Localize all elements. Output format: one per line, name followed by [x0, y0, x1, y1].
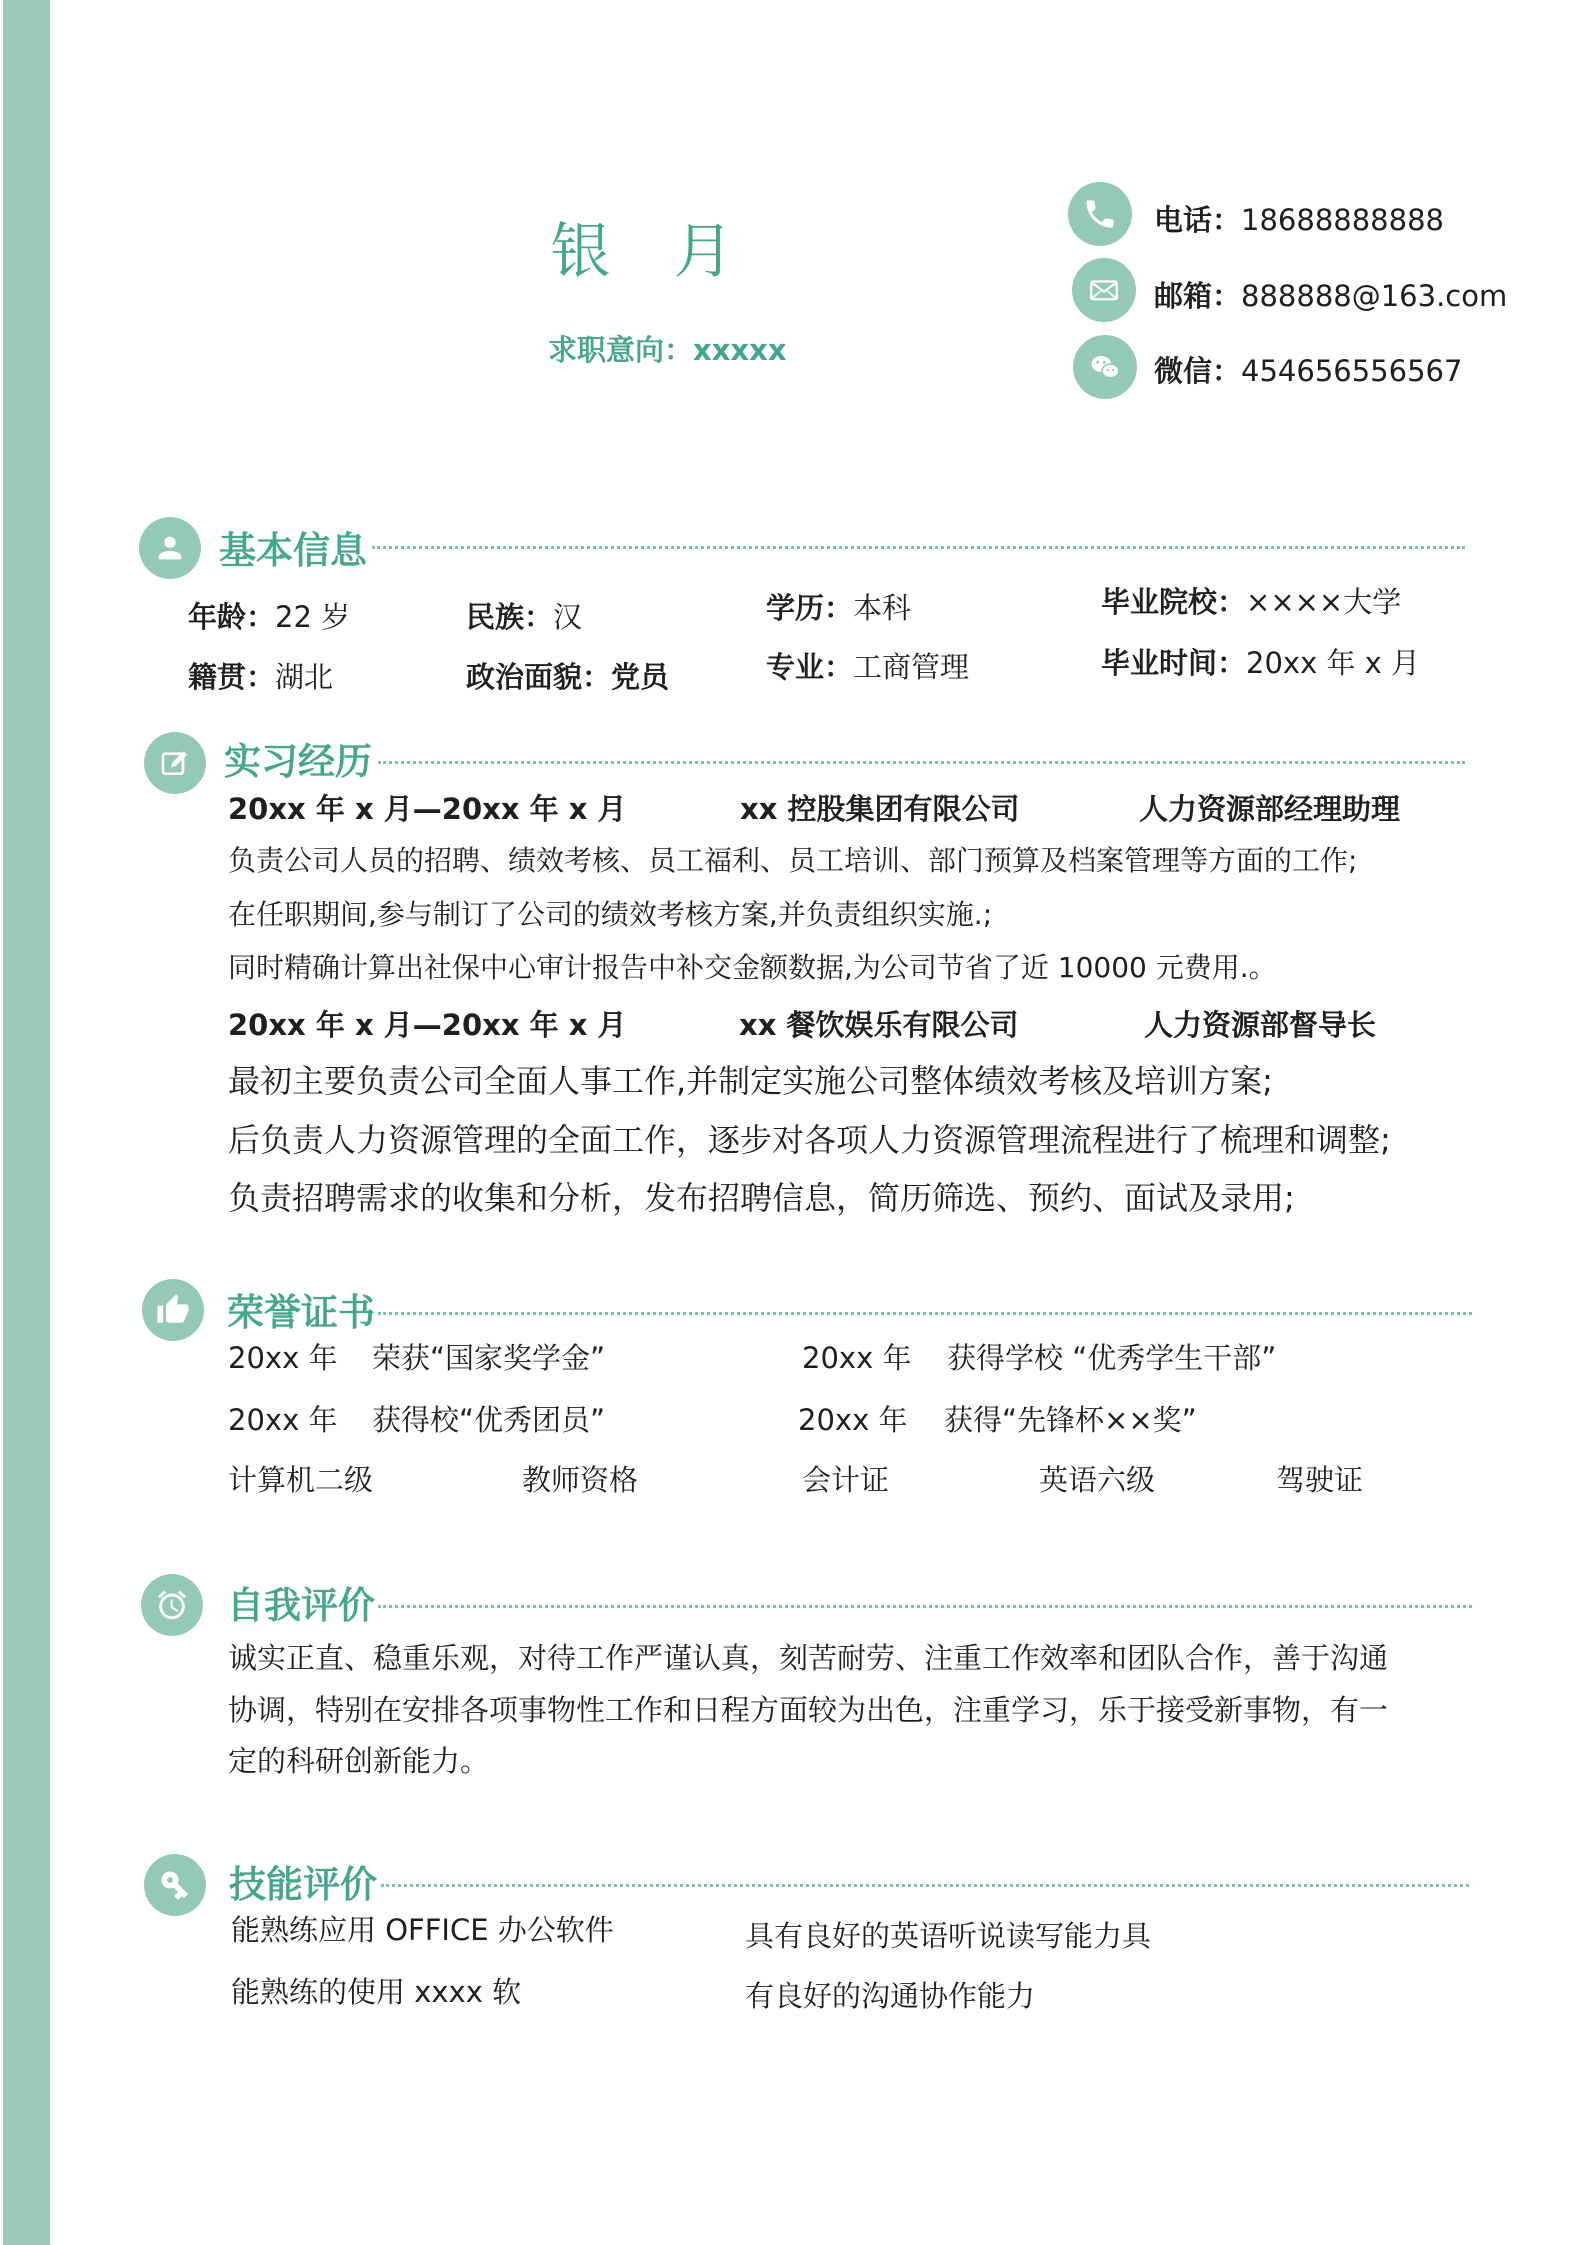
mail-icon: [1087, 273, 1121, 307]
left-accent-bar: [3, 0, 50, 2245]
job-period: 20xx 年 x 月—20xx 年 x 月: [228, 792, 627, 826]
certificate: 驾驶证: [1276, 1463, 1364, 1497]
edit-icon: [159, 747, 191, 779]
field-value: ××××大学: [1246, 585, 1402, 619]
honors-title: 荣誉证书: [227, 1291, 375, 1334]
field-political-status: [466, 660, 670, 694]
field-value: 工商管理: [853, 650, 970, 684]
certificate: 会计证: [802, 1463, 890, 1497]
job-intention: 求职意向：xxxxx: [548, 333, 787, 367]
job-duty-line: 后负责人力资源管理的全面工作，逐步对各项人力资源管理流程进行了梳理和调整;: [228, 1121, 1391, 1159]
award-year: 20xx 年: [228, 1341, 338, 1375]
honors-divider: [378, 1312, 1472, 1315]
skills-badge: [144, 1854, 206, 1916]
job-duty-line: 负责招聘需求的收集和分析，发布招聘信息，简历筛选、预约、面试及录用;: [228, 1179, 1295, 1217]
field-value: 湖北: [275, 660, 334, 694]
award-year: 20xx 年: [802, 1341, 912, 1375]
skills-divider: [381, 1884, 1469, 1887]
basic-info-badge: [139, 517, 201, 579]
field-label: 学历：: [766, 591, 854, 625]
job-duty-line: 负责公司人员的招聘、绩效考核、员工福利、员工培训、部门预算及档案管理等方面的工作;: [228, 844, 1358, 877]
mail-badge: [1072, 258, 1136, 322]
job-company: xx 控股集团有限公司: [740, 792, 1020, 826]
basic-info-title: 基本信息: [219, 529, 367, 572]
experience-divider: [378, 761, 1465, 764]
experience-badge: [144, 732, 206, 794]
field-label: 专业：: [766, 650, 854, 684]
job-period: 20xx 年 x 月—20xx 年 x 月: [228, 1008, 627, 1042]
field-education: [766, 591, 912, 625]
experience-title: 实习经历: [224, 740, 372, 783]
phone-label: 电话：: [1154, 203, 1242, 237]
contact-phone: [1154, 203, 1444, 237]
award-text: 获得“先锋杯××奖”: [944, 1403, 1197, 1437]
wechat-label: 微信：: [1154, 354, 1242, 388]
honors-badge: [142, 1279, 204, 1341]
field-ethnicity: [466, 600, 583, 634]
job-duty-line: 在任职期间,参与制订了公司的绩效考核方案,并负责组织实施.;: [228, 898, 993, 931]
field-hometown: [188, 660, 334, 694]
field-value: 20xx 年 x 月: [1246, 646, 1421, 680]
basic-info-divider: [372, 546, 1465, 549]
field-value: 本科: [853, 591, 912, 625]
award-text: 获得学校 “优秀学生干部”: [947, 1341, 1277, 1375]
field-age: [188, 600, 351, 634]
job-duty-line: 最初主要负责公司全面人事工作,并制定实施公司整体绩效考核及培训方案;: [228, 1062, 1273, 1100]
skills-title: 技能评价: [229, 1863, 377, 1906]
skill-item: 能熟练的使用 xxxx 软: [231, 1975, 522, 2009]
skill-item: 具有良好的英语听说读写能力具: [745, 1919, 1152, 1953]
award-year: 20xx 年: [798, 1403, 908, 1437]
certificate: 教师资格: [522, 1463, 639, 1497]
award-text: 获得校“优秀团员”: [372, 1403, 606, 1437]
contact-wechat: [1154, 354, 1463, 388]
certificate: 英语六级: [1039, 1463, 1156, 1497]
alarm-clock-icon: [155, 1588, 189, 1622]
field-label: 年龄：: [188, 600, 276, 634]
wechat-value: 454656556567: [1241, 354, 1463, 388]
field-graduation-date: [1101, 646, 1421, 680]
field-major: [766, 650, 970, 684]
email-label: 邮箱：: [1154, 279, 1242, 313]
field-label: 民族：: [466, 600, 554, 634]
field-label: 政治面貌：: [466, 660, 612, 694]
field-school: [1101, 585, 1402, 619]
wechat-icon: [1087, 349, 1123, 385]
field-value: 党员: [611, 660, 670, 694]
field-value: 汉: [553, 600, 583, 634]
self-evaluation-title: 自我评价: [227, 1584, 375, 1627]
self-evaluation-line: 诚实正直、稳重乐观，对待工作严谨认真，刻苦耐劳、注重工作效率和团队合作，善于沟通: [228, 1641, 1389, 1675]
job-role: 人力资源部经理助理: [1139, 792, 1401, 826]
phone-value: 18688888888: [1241, 203, 1444, 237]
self-evaluation-badge: [141, 1574, 203, 1636]
self-evaluation-line: 定的科研创新能力。: [228, 1744, 490, 1778]
thumbs-up-icon: [156, 1293, 190, 1327]
phone-icon: [1082, 196, 1118, 232]
skill-item: 能熟练应用 OFFICE 办公软件: [231, 1913, 614, 1947]
key-icon: [158, 1868, 192, 1902]
field-label: 毕业院校：: [1101, 585, 1247, 619]
self-evaluation-line: 协调，特别在安排各项事物性工作和日程方面较为出色，注重学习，乐于接受新事物，有一: [228, 1693, 1389, 1727]
email-value: 888888@163.com: [1241, 279, 1508, 313]
job-role: 人力资源部督导长: [1144, 1008, 1377, 1042]
skill-item: 有良好的沟通协作能力: [745, 1979, 1036, 2013]
candidate-name: 银 月: [550, 217, 756, 287]
certificate: 计算机二级: [228, 1463, 374, 1497]
job-duty-line: 同时精确计算出社保中心审计报告中补交金额数据,为公司节省了近 10000 元费用.。: [228, 951, 1277, 984]
field-label: 毕业时间：: [1101, 646, 1247, 680]
contact-email: [1154, 279, 1508, 313]
wechat-badge: [1073, 335, 1137, 399]
award-year: 20xx 年: [228, 1403, 338, 1437]
field-label: 籍贯：: [188, 660, 276, 694]
award-text: 荣获“国家奖学金”: [372, 1341, 606, 1375]
user-icon: [153, 531, 187, 565]
phone-badge: [1068, 182, 1132, 246]
self-evaluation-divider: [378, 1605, 1472, 1608]
job-company: xx 餐饮娱乐有限公司: [739, 1008, 1019, 1042]
field-value: 22 岁: [275, 600, 351, 634]
